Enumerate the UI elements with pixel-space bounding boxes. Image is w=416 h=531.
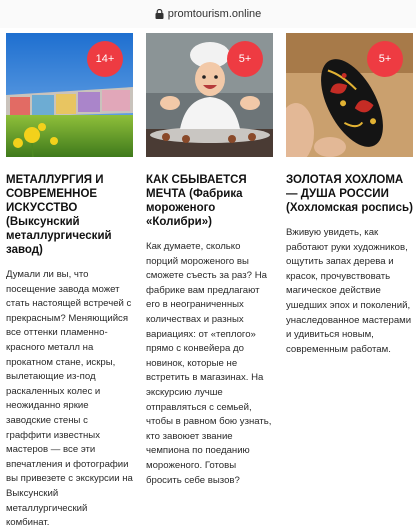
card-description: Как думаете, сколько порций мороженого вы сможете съесть за раз? На фабрике вам предлагают его в неограниченных количествах и разных вариациях: от «теплого» прямо с конвейера до новинок, которые не встретить в магазинах. На экскурсию лучше отправляться с семьей, чтобы в равном бою узнать, кто завоюет звание чемпиона по поеданию мороженого. Готовы бросить себе вызов?: [146, 241, 272, 486]
url-text: promtourism.online: [167, 8, 262, 20]
card-title[interactable]: ЗОЛОТАЯ ХОХЛОМА — ДУША РОССИИ (Хохломская роспись): [286, 174, 413, 214]
age-badge: 5+: [227, 41, 263, 77]
address-bar[interactable]: [0, 0, 416, 28]
age-badge: 5+: [367, 41, 403, 77]
card-image-metallurgy[interactable]: [6, 33, 133, 157]
card-image-khokhloma[interactable]: [286, 33, 413, 157]
card-description: Вживую увидеть, как работают руки художников, ощутить запах дерева и красок, прочувствовать магическое действие ушедших эпох и поколений, унаследованное мастерами и удивиться новым, современным работам.: [286, 227, 412, 355]
excursion-card-ice-cream[interactable]: [146, 33, 273, 488]
excursion-card-khokhloma[interactable]: [286, 33, 413, 357]
age-badge: 14+: [87, 41, 123, 77]
card-title[interactable]: МЕТАЛЛУРГИЯ И СОВРЕМЕННОЕ ИСКУССТВО (Выксунский металлургический завод): [6, 174, 112, 256]
card-title[interactable]: КАК СБЫВАЕТСЯ МЕЧТА (Фабрика мороженого «Колибри»): [146, 174, 247, 228]
card-description: Думали ли вы, что посещение завода может стать настоящей встречей с прекрасным? Меняющийся все оттенки пламенно-красного металл на прокатном стане, искры, вылетающие из-под раскаленных колес и неожиданно яркие заводские стены с граффити известных мастеров — все эти впечатления и фотографии вы привезете с экскурсии на Выксунский металлургический комбинат.: [6, 269, 133, 529]
lock-icon: [155, 9, 164, 19]
card-image-ice-cream[interactable]: [146, 33, 273, 157]
excursion-card-metallurgy[interactable]: [6, 33, 133, 531]
excursion-grid: [0, 28, 416, 529]
